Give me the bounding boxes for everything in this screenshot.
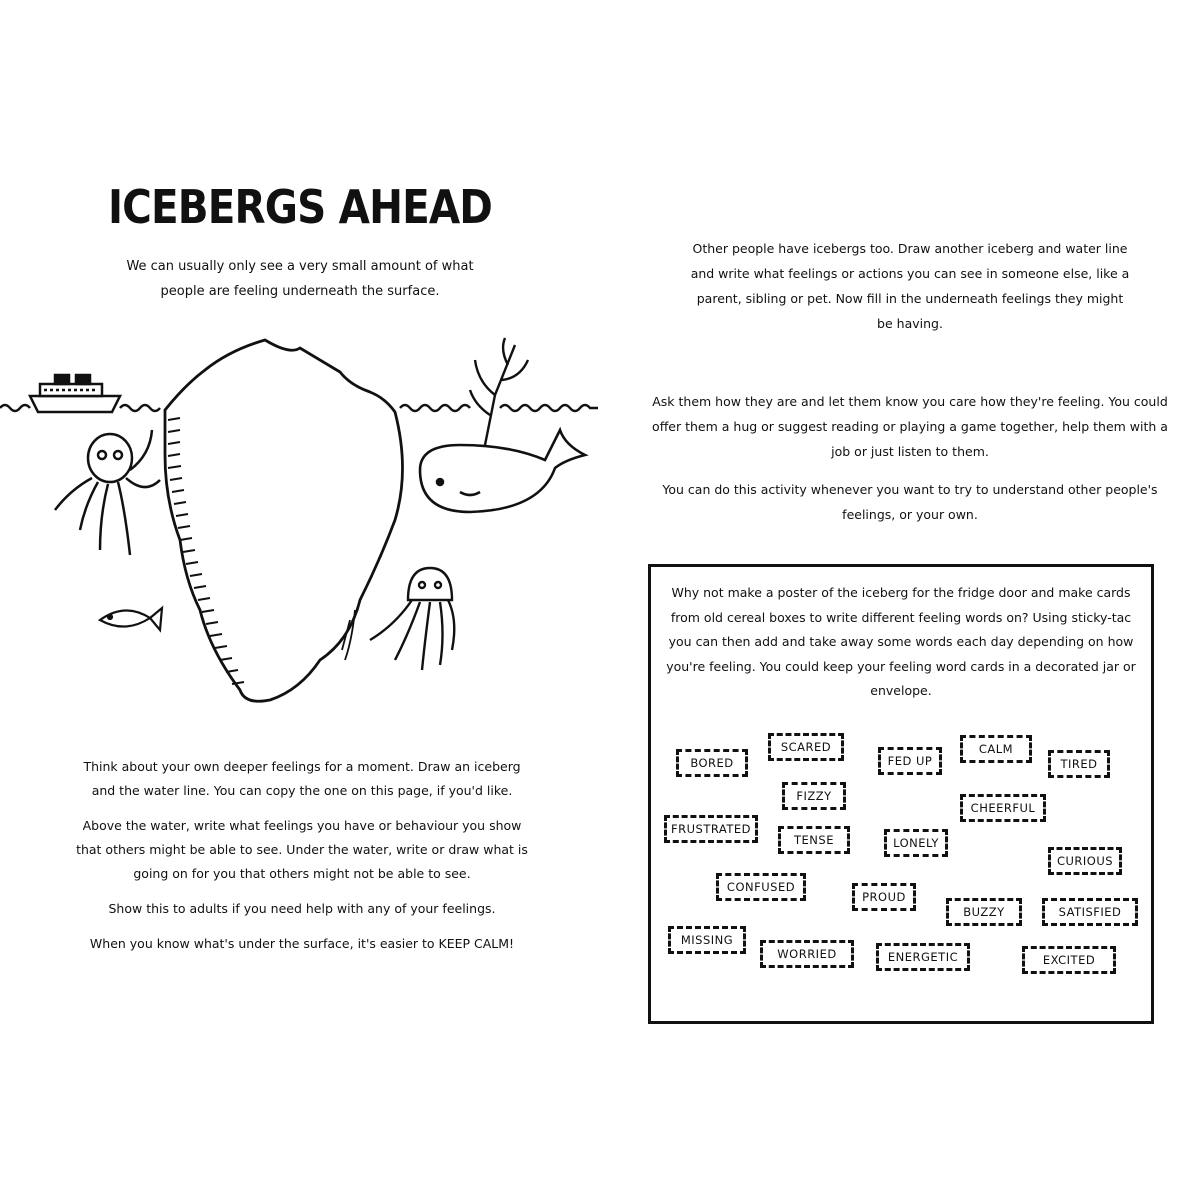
paragraph: Show this to adults if you need help with any of your feelings. — [108, 901, 496, 916]
feeling-word-card: SATISFIED — [1042, 898, 1138, 926]
feeling-word-card: CONFUSED — [716, 873, 806, 901]
paragraph: Ask them how they are and let them know you care how they're feeling. You could offer them a hug or suggest reading or playing a game together, help them with a job or just listen to them. — [652, 394, 1168, 459]
feeling-word-card: PROUD — [852, 883, 916, 911]
seaweed-icon — [470, 338, 528, 445]
feeling-word-card: FED UP — [878, 747, 942, 775]
feeling-word-card: SCARED — [768, 733, 844, 761]
feeling-word-card: LONELY — [884, 829, 948, 857]
feeling-word-card: EXCITED — [1022, 946, 1116, 974]
feeling-word-card: WORRIED — [760, 940, 854, 968]
feeling-word-card: CALM — [960, 735, 1032, 763]
left-instructions — [72, 755, 532, 967]
jellyfish-icon — [370, 568, 454, 670]
paragraph: When you know what's under the surface, it's easier to KEEP CALM! — [89, 936, 515, 951]
whale-icon — [420, 430, 585, 512]
page-title: ICEBERGS AHEAD — [107, 180, 493, 234]
right-intro-text: Other people have icebergs too. Draw another iceberg and water line and write what feelings or actions you can see in someone else, like a parent, sibling or pet. Now fill in the underneath feelings they might be having. — [690, 241, 1130, 331]
iceberg-icon — [165, 340, 403, 701]
paragraph: Above the water, write what feelings you have or behaviour you show that others might be able to see. Under the water, write or draw what is going on for you that others might not be able to see. — [76, 818, 528, 881]
feeling-word-card: ENERGETIC — [876, 943, 970, 971]
right-instructions — [650, 389, 1170, 540]
poster-text: Why not make a poster of the iceberg for the fridge door and make cards from old cereal boxes to write different feeling words on? Using sticky-tac you can then add and take away some words each day depending on how you're feeling. You could keep your feeling word cards in a decorated jar or envelope. — [666, 585, 1136, 698]
feeling-word-card: CHEERFUL — [960, 794, 1046, 822]
fish-icon — [100, 608, 162, 630]
feeling-word-card: CURIOUS — [1048, 847, 1122, 875]
feeling-word-card: FRUSTRATED — [664, 815, 758, 843]
feeling-word-card: BORED — [676, 749, 748, 777]
feeling-word-card: MISSING — [668, 926, 746, 954]
intro-text: We can usually only see a very small amount of what people are feeling underneath the surface. — [126, 259, 474, 299]
paragraph: Think about your own deeper feelings for a moment. Draw an iceberg and the water line. You can copy the one on this page, if you'd like. — [83, 759, 521, 798]
iceberg-illustration — [0, 330, 600, 730]
ship-icon — [30, 375, 120, 412]
feeling-word-card: BUZZY — [946, 898, 1022, 926]
feeling-word-card: FIZZY — [782, 782, 846, 810]
octopus-icon — [55, 430, 160, 555]
feeling-word-card: TIRED — [1048, 750, 1110, 778]
feeling-word-card: TENSE — [778, 826, 850, 854]
paragraph: You can do this activity whenever you want to try to understand other people's feelings, or your own. — [662, 482, 1158, 522]
